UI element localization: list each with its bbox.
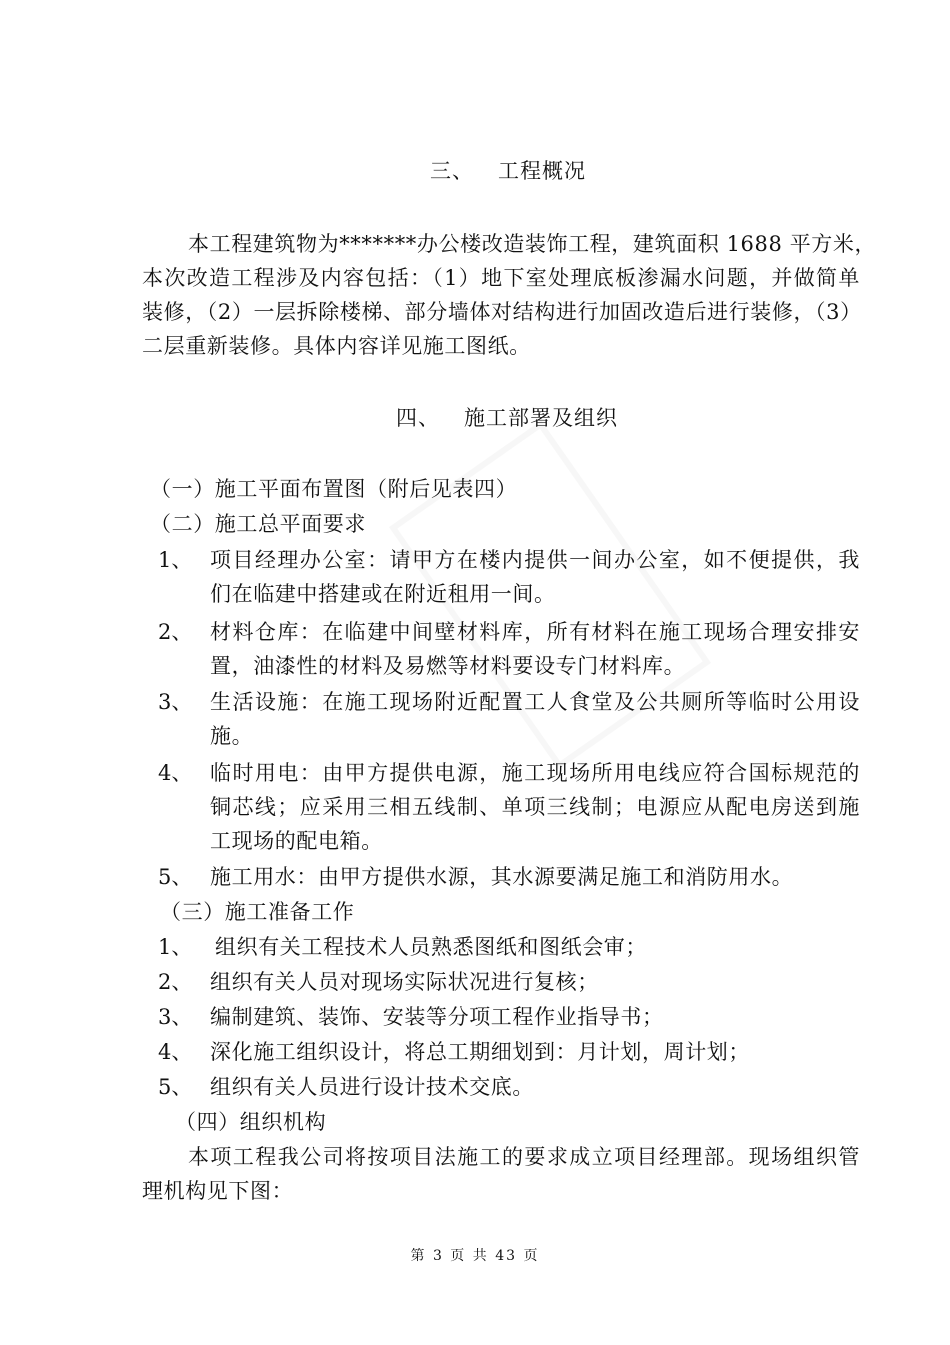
preparation-3-number: 3、: [158, 1005, 193, 1029]
requirement-2-number: 2、: [158, 620, 193, 644]
page-footer: 第 3 页 共 43 页: [410, 1248, 540, 1264]
subheading-site-requirements: （二）施工总平面要求: [150, 512, 366, 536]
section-3-number: 三、: [430, 159, 474, 183]
preparation-1-text: 组织有关工程技术人员熟悉图纸和图纸会审；: [215, 935, 647, 959]
preparation-4-number: 4、: [158, 1040, 193, 1064]
requirement-1-line-2: 们在临建中搭建或在附近租用一间。: [210, 582, 556, 606]
requirement-5-number: 5、: [158, 865, 193, 889]
requirement-4-line-1: 临时用电：由甲方提供电源，施工现场所用电线应符合国标规范的: [210, 761, 860, 785]
requirement-3-line-1: 生活设施：在施工现场附近配置工人食堂及公共厕所等临时公用设: [210, 690, 860, 714]
section-4-title: 施工部署及组织: [464, 406, 618, 430]
subheading-organization: （四）组织机构: [175, 1110, 327, 1134]
subheading-preparation: （三）施工准备工作: [160, 900, 355, 924]
section-3-title: 工程概况: [498, 159, 586, 183]
section-3-para-line-3: 装修，（2）一层拆除楼梯、部分墙体对结构进行加固改造后进行装修，（3）: [142, 300, 862, 324]
requirement-4-number: 4、: [158, 761, 193, 785]
requirement-5-line-1: 施工用水：由甲方提供水源，其水源要满足施工和消防用水。: [210, 865, 794, 889]
requirement-3-number: 3、: [158, 690, 193, 714]
requirement-4-line-3: 工现场的配电箱。: [210, 829, 383, 853]
requirement-2-line-2: 置，油漆性的材料及易燃等材料要设专门材料库。: [210, 654, 686, 678]
section-3-para-line-2: 本次改造工程涉及内容包括：（1）地下室处理底板渗漏水问题，并做简单: [142, 266, 860, 290]
requirement-1-line-1: 项目经理办公室：请甲方在楼内提供一间办公室，如不便提供，我: [210, 548, 860, 572]
section-4-number: 四、: [396, 406, 440, 430]
requirement-1-number: 1、: [158, 548, 193, 572]
section-3-para-line-1: 本工程建筑物为*******办公楼改造装饰工程，建筑面积 1688 平方米，: [188, 232, 877, 256]
section-3-heading: [430, 155, 586, 185]
requirement-2-line-1: 材料仓库：在临建中间壁材料库，所有材料在施工现场合理安排安: [210, 620, 860, 644]
preparation-5-text: 组织有关人员进行设计技术交底。: [210, 1075, 534, 1099]
requirement-3-line-2: 施。: [210, 724, 254, 748]
section-3-para-line-4: 二层重新装修。具体内容详见施工图纸。: [142, 334, 531, 358]
preparation-3-text: 编制建筑、装饰、安装等分项工程作业指导书；: [210, 1005, 664, 1029]
preparation-4-text: 深化施工组织设计，将总工期细划到：月计划，周计划；: [210, 1040, 750, 1064]
organization-para-line-1: 本项工程我公司将按项目法施工的要求成立项目经理部。现场组织管: [188, 1145, 860, 1169]
section-4-heading: [396, 402, 618, 432]
subheading-layout-plan: （一）施工平面布置图（附后见表四）: [150, 477, 518, 501]
requirement-4-line-2: 铜芯线；应采用三相五线制、单项三线制；电源应从配电房送到施: [210, 795, 860, 819]
organization-para-line-2: 理机构见下图：: [142, 1179, 294, 1203]
preparation-5-number: 5、: [158, 1075, 193, 1099]
preparation-2-number: 2、: [158, 970, 193, 994]
preparation-2-text: 组织有关人员对现场实际状况进行复核；: [210, 970, 599, 994]
preparation-1-number: 1、: [158, 935, 193, 959]
